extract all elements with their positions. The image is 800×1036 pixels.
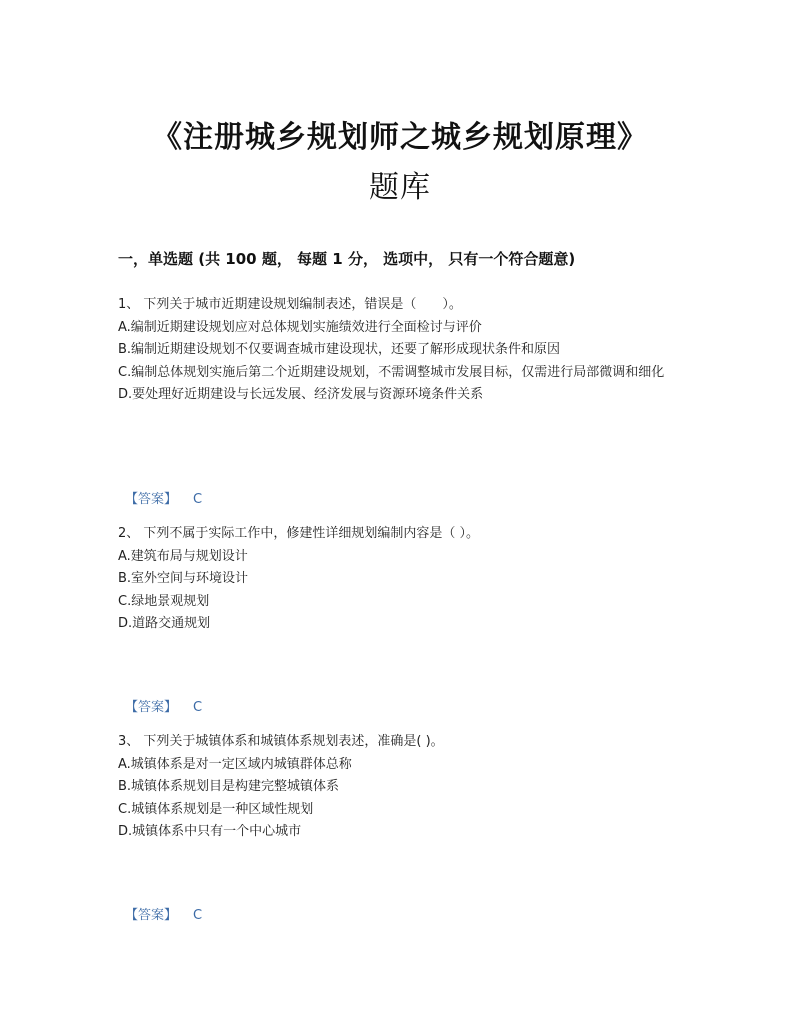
question-1 [118, 294, 688, 407]
document-subtitle: 题库 [369, 170, 431, 205]
option-d: D.城镇体系中只有一个中心城市 [118, 824, 302, 839]
option-c: C.城镇体系规划是一种区域性规划 [118, 801, 314, 817]
option-d: D.要处理好近期建设与长远发展、经济发展与资源环境条件关系 [118, 387, 484, 402]
document-title: 《注册城乡规划师之城乡规划原理》 [152, 120, 648, 155]
answer-label: 【答案】 [125, 700, 178, 715]
option-a: A.编制近期建设规划应对总体规划实施绩效进行全面检讨与评价 [118, 319, 482, 335]
question-stem: 3、 下列关于城镇体系和城镇体系规划表述，准确是( )。 [118, 734, 444, 749]
option-b: B.室外空间与环境设计 [118, 571, 249, 586]
answer-1 [125, 488, 202, 507]
option-a: A.建筑布局与规划设计 [118, 548, 248, 564]
answer-label: 【答案】 [125, 908, 178, 923]
question-stem: 2、 下列不属于实际工作中，修建性详细规划编制内容是（ ）。 [118, 526, 480, 541]
answer-3 [125, 904, 202, 923]
option-b: B.城镇体系规划目是构建完整城镇体系 [118, 779, 340, 794]
answer-value: C [193, 908, 203, 923]
answer-value: C [193, 700, 203, 715]
section-heading: 一，单选题 (共 100 题， 每题 1 分， 选项中， 只有一个符合题意) [118, 250, 576, 268]
answer-value: C [193, 492, 203, 507]
answer-label: 【答案】 [125, 492, 178, 507]
option-c: C.绿地景观规划 [118, 593, 210, 609]
option-d: D.道路交通规划 [118, 616, 211, 631]
question-3 [118, 731, 688, 844]
answer-2 [125, 696, 202, 715]
question-2 [118, 523, 688, 636]
option-c: C.编制总体规划实施后第二个近期建设规划，不需调整城市发展目标，仅需进行局部微调和细化 [118, 364, 665, 380]
option-a: A.城镇体系是对一定区域内城镇群体总称 [118, 756, 352, 772]
question-stem: 1、 下列关于城市近期建设规划编制表述，错误是（ ）。 [118, 297, 462, 312]
option-b: B.编制近期建设规划不仅要调查城市建设现状，还要了解形成现状条件和原因 [118, 342, 561, 357]
